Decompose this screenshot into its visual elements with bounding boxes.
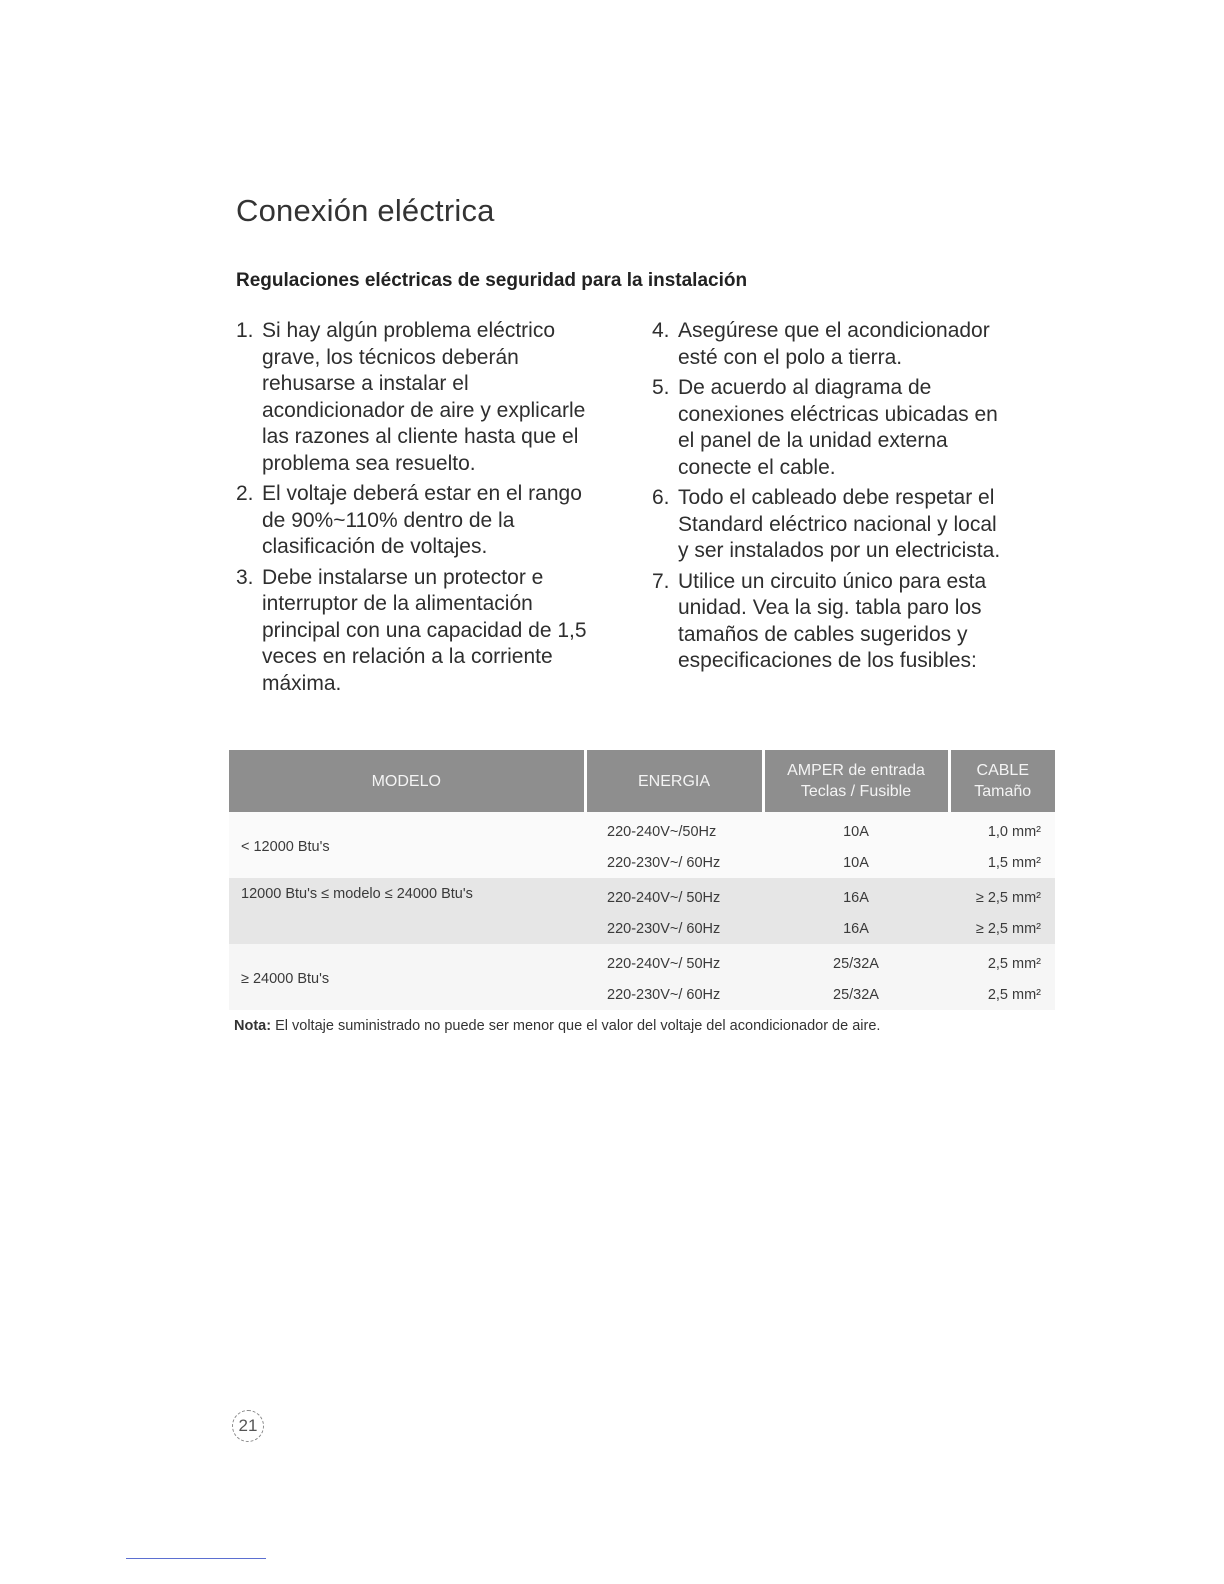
- instruction-text: Asegúrese que el acondicionador esté con el polo a tierra.: [678, 319, 990, 369]
- instruction-text: Si hay algún problema eléctrico grave, los técnicos deberán rehusarse a instalar el acondicionador de aire y explicarle las razones al cliente hasta que el problema sea resuelto.: [262, 319, 586, 475]
- table-row: [229, 944, 1055, 979]
- page-number: 21: [232, 1410, 264, 1442]
- instruction-number: 1.: [236, 319, 254, 342]
- cable-cell: 1,0 mm²: [949, 812, 1055, 847]
- instruction-text: El voltaje deberá estar en el rango de 90%~110% dentro de la clasificación de voltajes.: [262, 482, 582, 558]
- cable-cell: 2,5 mm²: [949, 944, 1055, 979]
- bottom-rule: [126, 1558, 266, 1559]
- cable-cell: 1,5 mm²: [949, 847, 1055, 878]
- model-cell: < 12000 Btu's: [229, 812, 585, 878]
- energy-cell: 220-240V~/ 50Hz: [585, 944, 763, 979]
- model-cell: 12000 Btu's ≤ modelo ≤ 24000 Btu's: [229, 878, 585, 944]
- instruction-text: Debe instalarse un protector e interruptor de la alimentación principal con una capacidad de 1,5 veces en relación a la corriente máxima.: [262, 565, 587, 695]
- energy-cell: 220-240V~/ 50Hz: [585, 878, 763, 913]
- note-text: El voltaje suministrado no puede ser menor que el valor del voltaje del acondicionador de aire.: [275, 1018, 881, 1034]
- instruction-number: 2.: [236, 482, 254, 505]
- cable-cell: ≥ 2,5 mm²: [949, 913, 1055, 944]
- instruction-item: [236, 318, 631, 477]
- amp-cell: 10A: [763, 812, 949, 847]
- amp-cell: 25/32A: [763, 979, 949, 1010]
- page-title: Conexión eléctrica: [236, 193, 495, 228]
- header-cable: CABLE Tamaño: [949, 750, 1055, 812]
- amp-cell: 16A: [763, 878, 949, 913]
- section-subtitle: Regulaciones eléctricas de seguridad para la instalación: [236, 270, 748, 291]
- cable-cell: 2,5 mm²: [949, 979, 1055, 1010]
- amp-cell: 16A: [763, 913, 949, 944]
- instruction-number: 4.: [652, 319, 670, 342]
- amp-cell: 10A: [763, 847, 949, 878]
- instructions-left-column: [236, 318, 631, 701]
- energy-cell: 220-230V~/ 60Hz: [585, 913, 763, 944]
- table-note: [234, 1018, 880, 1034]
- instruction-text: Todo el cableado debe respetar el Standard eléctrico nacional y local y ser instalados por un electricista.: [678, 486, 1001, 562]
- energy-cell: 220-230V~/ 60Hz: [585, 979, 763, 1010]
- instruction-item: [652, 375, 1052, 481]
- instruction-item: [652, 569, 1052, 675]
- note-label: Nota:: [234, 1018, 272, 1034]
- instruction-item: [236, 565, 631, 698]
- instruction-item: [652, 485, 1052, 565]
- cable-cell: ≥ 2,5 mm²: [949, 878, 1055, 913]
- instruction-text: Utilice un circuito único para esta unidad. Vea la sig. tabla paro los tamaños de cables sugeridos y especificaciones de los fusibles:: [678, 569, 987, 672]
- header-amper: AMPER de entrada Teclas / Fusible: [763, 750, 949, 812]
- header-energy: ENERGIA: [585, 750, 763, 812]
- table-row: [229, 812, 1055, 847]
- energy-cell: 220-230V~/ 60Hz: [585, 847, 763, 878]
- amp-cell: 25/32A: [763, 944, 949, 979]
- instruction-number: 3.: [236, 565, 254, 589]
- instruction-number: 5.: [652, 376, 670, 399]
- model-cell: ≥ 24000 Btu's: [229, 944, 585, 1010]
- table-row: [229, 878, 1055, 913]
- instruction-item: [652, 318, 1052, 371]
- electrical-spec-table: [229, 750, 1055, 1010]
- instructions-right-column: [652, 318, 1052, 679]
- table-header-row: [229, 750, 1055, 812]
- energy-cell: 220-240V~/50Hz: [585, 812, 763, 847]
- instruction-item: [236, 481, 631, 561]
- instruction-number: 6.: [652, 486, 670, 509]
- header-model: MODELO: [229, 750, 585, 812]
- instruction-number: 7.: [652, 569, 670, 593]
- instruction-text: De acuerdo al diagrama de conexiones eléctricas ubicadas en el panel de la unidad externa conecte el cable.: [678, 376, 998, 479]
